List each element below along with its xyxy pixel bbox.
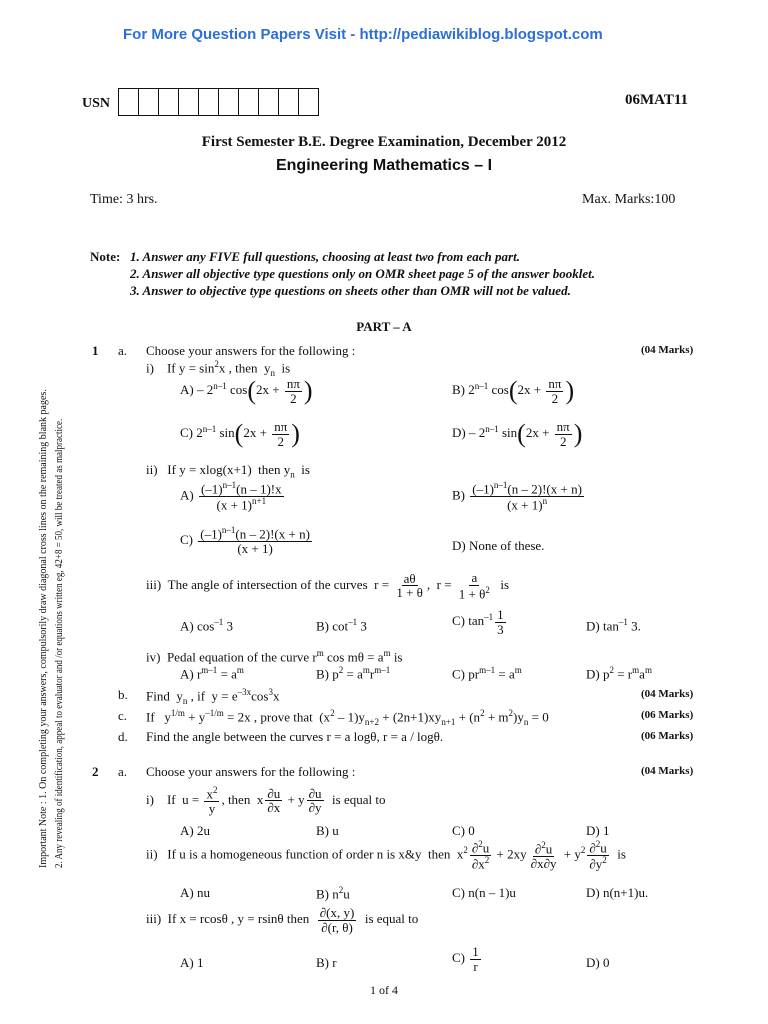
q1-ii-optC: C) $\frac{(-1)^{n-1}(n - 2)!(x + n)}{(x + 1)}$ (180, 525, 310, 556)
q1-i-optC: C) 2$^{n-1}$ sin(2x + $\frac{n\pi}{2}$ ) (180, 419, 300, 449)
q2a-text: Choose your answers for the following : (146, 764, 356, 779)
side-note-1: Important Note : 1. On completing your answers, compulsorily draw diagonal cross lines on the remaining blank pages. (38, 389, 49, 868)
q1d-text: Find the angle between the curves r = a logθ, r = a / logθ. (146, 729, 444, 744)
q1c-label: c. (118, 708, 128, 723)
note-label: Note: (90, 249, 121, 264)
q1-ii-optA: A) $\frac{(-1)^{n-1}(n - 1)!x}{(x + 1)^{n+1}}$ (180, 480, 282, 513)
q1-iv-optD: D) $p^2 = r^ma^m$ (586, 665, 652, 682)
side-note-2: 2. Any revealing of identification, appeal to evaluator and /or equations written eg, 42+8 = 50, will be treated as malpractice. (54, 418, 65, 868)
note-2: 2. Answer all objective type questions only on OMR sheet page 5 of the answer booklet. (130, 266, 595, 281)
q1a-text: Choose your answers for the following : (146, 343, 356, 358)
q1d-label: d. (118, 729, 128, 744)
usn-boxes (118, 88, 319, 116)
q1a-label: a. (118, 343, 128, 358)
q1-i-text: i) If $y = \sin^2x$ , then $y_n$ is (146, 359, 291, 378)
q2-iii-optC: C) $\frac{1}{r}$ (452, 944, 479, 974)
q1-iv-text: iv) Pedal equation of the curve $r^m$ $\cos m\theta = a^m$ is (146, 648, 403, 665)
q1-ii-text: ii) If y = xlog(x+1) then $y_n$ is (146, 462, 310, 480)
q2-ii-optB: B) $n^2u$ (316, 885, 350, 902)
usn-label: USN (82, 96, 111, 111)
q2-i-text: i) If u = $\frac{x^2}{y}$ , then x $\frac{\partial u}{\partial x}$ + y $\frac{\partial u}{\partial y}$ is equal to (146, 785, 386, 816)
q1-iii-text: iii) The angle of intersection of the curves r = $\frac{a\theta}{1 + \theta}$ , r = $\frac{a}{1 + \theta^2}$ is (146, 570, 510, 601)
q2-i-optD: D) 1 (586, 823, 610, 838)
q1-iv-optB: B) $p^2 = a^mr^{m-1}$ (316, 665, 391, 682)
q2-iii-text: iii) If x = rcosθ , y = rsinθ then $\frac{\partial(x, y)}{\partial(r, \theta)}$ is equal to (146, 905, 419, 935)
exam-title: First Semester B.E. Degree Examination, December 2012 (201, 134, 567, 150)
q1c-marks: (06 Marks) (641, 709, 694, 721)
top-link[interactable]: For More Question Papers Visit - http://pediawikiblog.blogspot.com (123, 26, 603, 43)
q1-iii-optA: A) $\cos^{-1} 3$ (180, 617, 234, 634)
q1-number: 1 (92, 343, 99, 358)
q2a-label: a. (118, 764, 128, 779)
q2-i-optA: A) 2u (180, 823, 210, 838)
q2-number: 2 (92, 764, 99, 779)
q1-i-optB: B) 2$^{n-1}$ cos(2x + $\frac{n\pi}{2}$ ) (452, 376, 575, 406)
q1b-marks: (04 Marks) (641, 688, 694, 700)
q1-ii-optD: D) None of these. (452, 538, 545, 553)
max-marks: Max. Marks:100 (582, 192, 676, 207)
q2-i-optC: C) 0 (452, 823, 475, 838)
q1-iv-optC: C) $pr^{m-1} = a^m$ (452, 665, 522, 682)
q1a-marks: (04 Marks) (641, 344, 694, 356)
q1-i-optD: D) – 2$^{n-1}$ sin(2x + $\frac{n\pi}{2}$ ) (452, 419, 583, 449)
q1b-text: Find $y_n$ , if $y = e^{-3x}\cos^3x$ (146, 687, 280, 706)
q2a-marks: (04 Marks) (641, 765, 694, 777)
q2-ii-text: ii) If u is a homogeneous function of order n is x&y then $x^2$ $\frac{\partial^2u}{\partial x^2}$ + 2xy $\frac{\partial^2u}{\partial x\partial y}$ + $y^2$ $\frac{\partial^2u}{\partial y^2}$ is (146, 839, 626, 872)
paper-code: 06MAT11 (625, 92, 689, 108)
q1-i-optA: A) – 2$^{n-1}$ cos(2x + $\frac{n\pi}{2}$ ) (180, 376, 313, 406)
page-number: 1 of 4 (370, 983, 398, 997)
q1-iii-optC: C) $\tan^{-1}$ $\frac{1}{3}$ (452, 607, 504, 637)
q2-ii-optC: C) n(n – 1)u (452, 885, 516, 900)
q2-iii-optA: A) 1 (180, 955, 204, 970)
q1c-text: If $y^{1/m} + y^{-1/m} = 2x$ , prove that $(x^2 - 1)y_{n+2} + (2n+1)xy_{n+1} + (n^2 + m^2)y_n = 0$ (146, 708, 549, 727)
q2-iii-optB: B) r (316, 955, 337, 970)
q1d-marks: (06 Marks) (641, 730, 694, 742)
q2-ii-optD: D) n(n+1)u. (586, 885, 649, 900)
q1-iv-optA: A) $r^{m-1} = a^m$ (180, 665, 244, 682)
q2-iii-optD: D) 0 (586, 955, 610, 970)
q1-ii-optB: B) $\frac{(-1)^{n-1}(n - 2)!(x + n)}{(x + 1)^n}$ (452, 480, 582, 513)
note-3: 3. Answer to objective type questions on sheets other than OMR will not be valued. (130, 283, 571, 298)
part-heading: PART – A (356, 319, 412, 334)
q1b-label: b. (118, 687, 128, 702)
q2-i-optB: B) u (316, 823, 339, 838)
subject-title: Engineering Mathematics – I (275, 157, 493, 174)
q1-iii-optB: B) $\cot^{-1} 3$ (316, 617, 367, 634)
time-label: Time: 3 hrs. (90, 192, 158, 207)
q2-ii-optA: A) nu (180, 885, 210, 900)
q1-iii-optD: D) $\tan^{-1} 3$. (586, 617, 641, 634)
note-1: 1. Answer any FIVE full questions, choosing at least two from each part. (130, 249, 520, 264)
